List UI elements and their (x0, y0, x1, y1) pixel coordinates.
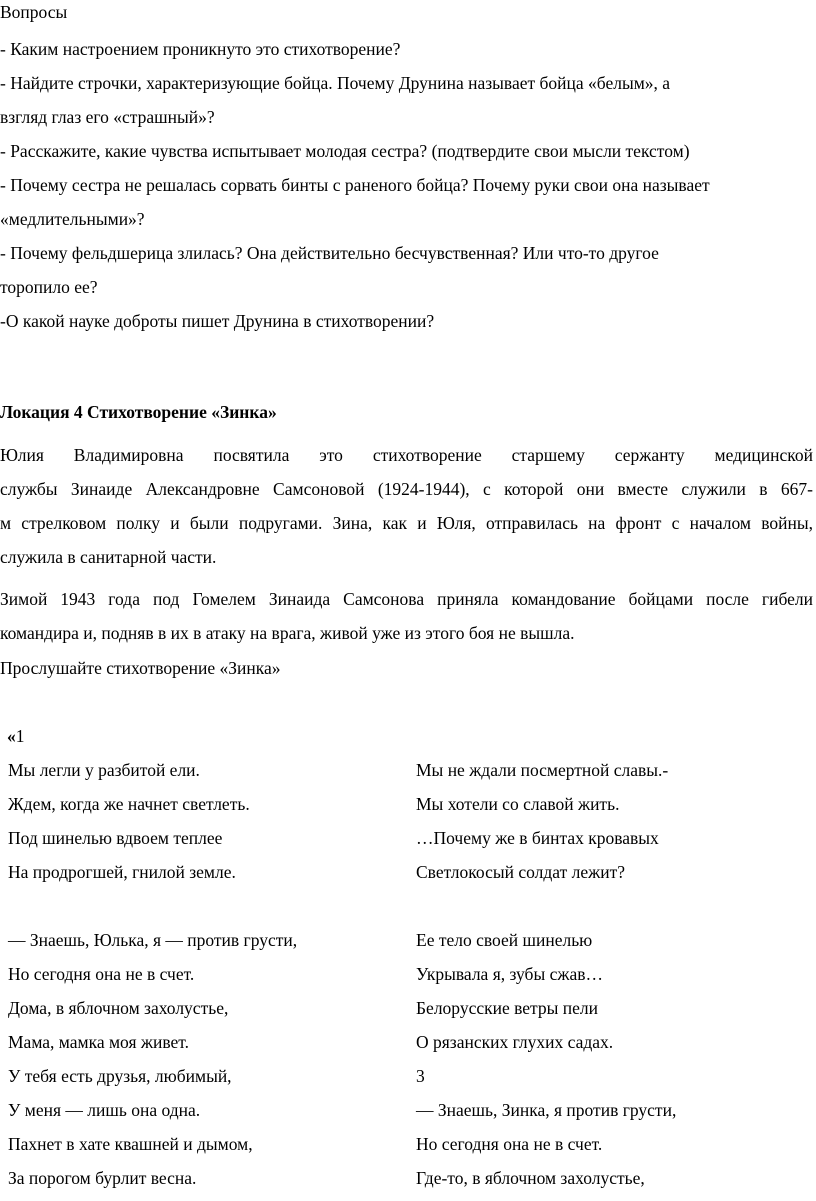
verse-line: Под шинелью вдвоем теплее (8, 828, 223, 848)
question-line: «медлительными»? (0, 209, 145, 229)
verse-line: — Знаешь, Зинка, я против грусти, (416, 1100, 677, 1120)
question-line: торопило ее? (0, 277, 98, 297)
verse-line: Мы не ждали посмертной славы.- (416, 760, 669, 780)
paragraph-line: командира и, подняв в их в атаку на врага, живой уже из этого боя не вышла. (0, 623, 575, 643)
question-line: - Почему сестра не решалась сорвать бинты с раненого бойца? Почему руки свои она называет (0, 175, 710, 195)
question-line: - Почему фельдшерица злилась? Она действительно бесчувственная? Или что-то другое (0, 243, 659, 263)
verse-line: Ее тело своей шинелью (416, 930, 593, 950)
paragraph-line: Зимой 1943 года под Гомелем Зинаида Самсонова приняла командование бойцами после гибели (0, 589, 813, 609)
verse-line: Пахнет в хате квашней и дымом, (8, 1134, 253, 1154)
poem-left-column (8, 0, 398, 1201)
verse-line: Мама, мамка моя живет. (8, 1032, 189, 1052)
verse-line: …Почему же в бинтах кровавых (416, 828, 659, 848)
question-line: - Расскажите, какие чувства испытывает молодая сестра? (подтвердите свои мысли текстом) (0, 141, 690, 161)
question-line: взгляд глаз его «страшный»? (0, 107, 215, 127)
questions-title: Вопросы (0, 2, 68, 22)
verse-line: Дома, в яблочном захолустье, (8, 998, 229, 1018)
verse-line: Светлокосый солдат лежит? (416, 862, 625, 882)
verse-line: Белорусские ветры пели (416, 998, 599, 1018)
verse-line: Но сегодня она не в счет. (8, 964, 195, 984)
poem-right-column (416, 0, 814, 1201)
paragraph-line: служила в санитарной части. (0, 547, 217, 567)
location-heading: Локация 4 Стихотворение «Зинка» (0, 402, 277, 422)
verse-line: Но сегодня она не в счет. (416, 1134, 603, 1154)
question-line: - Найдите строчки, характеризующие бойца. Почему Друнина называет бойца «белым», а (0, 73, 671, 93)
paragraph-line: м стрелковом полку и были подругами. Зина, как и Юля, отправилась на фронт с началом войны, (0, 513, 813, 533)
verse-line: У тебя есть друзья, любимый, (8, 1066, 232, 1086)
verse-line: Ждем, когда же начнет светлеть. (8, 794, 250, 814)
verse-line: Где-то, в яблочном захолустье, (416, 1168, 645, 1188)
listen-instruction: Прослушайте стихотворение «Зинка» (0, 658, 281, 678)
verse-line: — Знаешь, Юлька, я — против грусти, (8, 930, 298, 950)
verse-line: У меня — лишь она одна. (8, 1100, 201, 1120)
poem-quote-mark: « (7, 726, 16, 746)
paragraph-line: Юлия Владимировна посвятила это стихотворение старшему сержанту медицинской (0, 445, 813, 465)
paragraph-line: службы Зинаиде Александровне Самсоновой (1924-1944), с которой они вместе служили в 667- (0, 479, 813, 499)
verse-line: За порогом бурлит весна. (8, 1168, 197, 1188)
poem-section-number: 1 (15, 726, 25, 746)
verse-line: Укрывала я, зубы сжав… (416, 964, 603, 984)
verse-line: На продрогшей, гнилой земле. (8, 862, 236, 882)
verse-line: Мы легли у разбитой ели. (8, 760, 200, 780)
verse-line: О рязанских глухих садах. (416, 1032, 614, 1052)
verse-section-number: 3 (416, 1066, 425, 1086)
question-line: -О какой науке доброты пишет Друнина в стихотворении? (0, 311, 435, 331)
question-line: - Каким настроением проникнуто это стихотворение? (0, 39, 401, 59)
verse-line: Мы хотели со славой жить. (416, 794, 620, 814)
